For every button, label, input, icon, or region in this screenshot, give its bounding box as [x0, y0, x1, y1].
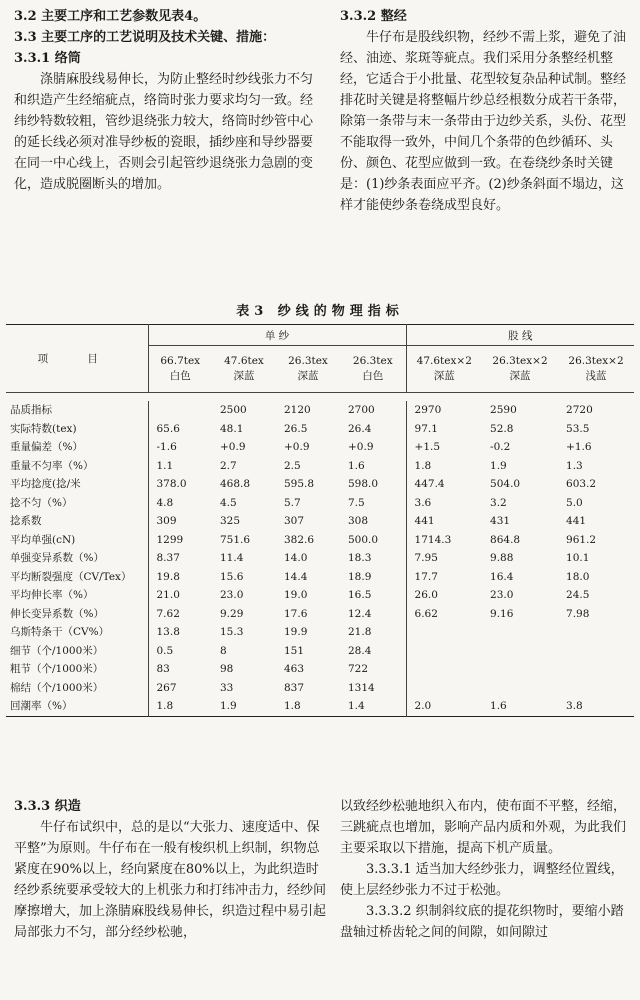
row-label: 品质指标: [6, 401, 148, 420]
table-row: [6, 475, 634, 494]
table-cell: 2700: [340, 401, 406, 420]
paragraph-3-3-3-2: 3.3.3.2 织制斜纹底的提花织物时，要缩小踏盘轴过桥齿轮之间的间隙，如间隙过: [340, 904, 624, 940]
column-spec: 26.3tex×2: [492, 355, 548, 367]
row-label: 捻不匀（%）: [6, 494, 148, 513]
table-row: [6, 512, 634, 531]
table-cell: 18.3: [340, 549, 406, 568]
table-cell: 751.6: [220, 533, 251, 546]
table-cell: -1.6: [156, 441, 177, 453]
table-cell: 17.6: [284, 607, 308, 620]
table-cell: 10.1: [566, 552, 590, 564]
column-color: 深蓝: [233, 370, 255, 382]
row-label: 平均捻度(捻/米: [6, 475, 148, 494]
table-cell: 33: [220, 681, 234, 694]
table-row: [6, 531, 634, 550]
table-cell: 2500: [220, 404, 247, 416]
table-cell: 1.3: [566, 459, 583, 472]
table-cell: 961.2: [566, 533, 597, 546]
table-cell: 382.6: [284, 533, 315, 546]
table-cell: 8.37: [156, 552, 180, 564]
paragraph-3-3-2: 牛仔布是股线织物，经纱不需上浆，避免了油经、油迹、浆斑等疵点。我们采用分条整经机整经，它适合于小批量、花型较复杂品种试制。整经排花时关键是将整幅片纱总经根数分成若干条带，除第一条带与末一条带由于边纱关系，头份、花型不能取得一致外，中间几个条带的色纱循环、头份、颜色、花型应做到一致。在卷绕纱条时关键是：(1)纱条表面应平齐。(2)纱条斜面不塌边，这样才能使纱条卷绕成型良好。: [340, 30, 627, 213]
table-row: [6, 679, 634, 698]
table-cell: -0.2: [490, 441, 511, 453]
table-cell: 9.16: [490, 607, 514, 620]
column-header: [340, 346, 406, 393]
table-cell: 1.8: [414, 459, 432, 472]
table-cell: 3.6: [414, 496, 432, 509]
table-row: [6, 642, 634, 661]
row-label: 平均伸长率（%）: [6, 586, 148, 605]
table-cell: 837: [284, 681, 305, 694]
table-cell: [482, 660, 558, 679]
table-cell: 13.8: [156, 626, 180, 638]
table-cell: +1.5: [414, 441, 441, 453]
table-cell: 6.62: [414, 607, 438, 620]
table-cell: 7.62: [156, 607, 180, 620]
paragraph-continued: 以致经纱松驰地织入布内，使布面不平整，经缩，三跳疵点也增加，影响产品内质和外观，为此我们主要采取以下措施，提高下机产质量。: [340, 799, 627, 856]
table-title: 表3 纱线的物理指标: [236, 304, 404, 319]
table-cell: 308: [340, 512, 406, 531]
table-cell: 2120: [284, 404, 311, 416]
table-cell: [406, 679, 482, 698]
table-cell: 19.0: [284, 589, 308, 601]
table-cell: 11.4: [220, 552, 244, 564]
column-spec: 26.3tex: [288, 355, 328, 367]
table-cell: 4.5: [220, 496, 237, 509]
table-cell: 23.0: [490, 589, 514, 601]
heading-3-3-3: 3.3.3 织造: [14, 799, 81, 814]
table-cell: [558, 660, 634, 679]
table-cell: 15.6: [220, 570, 244, 583]
table-cell: 4.8: [156, 496, 174, 509]
bottom-left-column: [14, 796, 326, 943]
row-label: 回潮率（%）: [6, 697, 148, 716]
table-cell: [406, 623, 482, 642]
row-label: 细节（个/1000米）: [6, 642, 148, 661]
table-cell: 447.4: [414, 478, 445, 490]
row-label: 伸长变异系数（%）: [6, 605, 148, 624]
table-cell: 2970: [414, 404, 442, 416]
table-cell: 2590: [490, 404, 517, 416]
table-row: [6, 660, 634, 679]
table-cell: 23.0: [220, 589, 244, 601]
column-spec: 66.7tex: [160, 355, 201, 367]
row-label: 重量不匀率（%）: [6, 457, 148, 476]
table-row: [6, 438, 634, 457]
table-cell: 18.0: [566, 570, 590, 583]
table-cell: 21.8: [340, 623, 406, 642]
table-cell: 65.6: [156, 422, 180, 435]
paragraph-3-3-1: 涤腈麻股线易伸长，为防止整经时纱线张力不匀和织造产生经缩疵点，络筒时张力要求均匀一致。经纬纱特数较粗，管纱退绕张力较大，络筒时纱管中心的延长线必须对准导纱板的瓷眼，插纱座和导纱器要在同一中心线上，否则会引起管纱退绕张力急剧的变化，造成脱圈断头的增加。: [14, 72, 314, 192]
table-cell: [558, 642, 634, 661]
table-cell: 48.1: [220, 422, 244, 435]
table-row: [6, 549, 634, 568]
table-cell: 1.9: [220, 700, 237, 712]
table-cell: 16.5: [340, 586, 406, 605]
table-cell: 1.8: [156, 700, 174, 712]
table-container: [6, 324, 634, 782]
table-cell: 26.0: [414, 589, 438, 601]
table-cell: 463: [284, 663, 305, 675]
top-left-column: [14, 6, 314, 195]
table-cell: 14.4: [284, 570, 308, 583]
table-cell: 1.9: [490, 459, 507, 472]
table-cell: 2.7: [220, 459, 237, 472]
table-row: [6, 697, 634, 716]
group-header-ply: 股 线: [406, 325, 634, 346]
table-cell: 598.0: [340, 475, 406, 494]
table-body: [6, 393, 634, 717]
row-label: 实际特数(tex): [6, 420, 148, 439]
column-color: 深蓝: [297, 370, 319, 382]
table-cell: 83: [156, 663, 170, 675]
table-cell: [406, 660, 482, 679]
section-3-2: 3.2 主要工序和工艺参数见表4。: [14, 9, 207, 24]
table-cell: 431: [490, 515, 511, 527]
table-cell: 26.5: [284, 422, 308, 435]
table-cell: 8: [220, 644, 227, 657]
table-cell: 325: [220, 515, 241, 527]
column-spec: 47.6tex×2: [416, 355, 472, 367]
table-cell: 1314: [340, 679, 406, 698]
table-row: [6, 605, 634, 624]
table-cell: 1.1: [156, 459, 174, 472]
table-cell: 9.29: [220, 607, 244, 620]
column-color: 浅蓝: [585, 370, 607, 382]
table-cell: [406, 642, 482, 661]
table-cell: 12.4: [340, 605, 406, 624]
table-row: [6, 457, 634, 476]
paragraph-3-3-3: 牛仔布试织中，总的是以“大张力、速度适中、保平整”为原则。牛仔布在一般有梭织机上织制，织物总紧度在90%以上，经向紧度在80%以上，为此织造时经纱系统要承受较大的上机张力和打纬冲击力，经纱间摩擦增大，加上涤腈麻股线易伸长，织造过程中易引起局部张力不匀，部分经纱松驰，: [14, 820, 327, 940]
table-cell: 19.9: [284, 626, 308, 638]
heading-3-3-1: 3.3.1 络筒: [14, 51, 81, 66]
table-cell: 1.6: [340, 457, 406, 476]
table-cell: [558, 679, 634, 698]
table-cell: 15.3: [220, 626, 244, 638]
column-color: 深蓝: [433, 370, 455, 382]
table-cell: 26.4: [340, 420, 406, 439]
table-cell: 1.8: [284, 700, 301, 712]
column-spec: 26.3tex×2: [568, 355, 624, 367]
column-header: [276, 346, 340, 393]
column-header: [406, 346, 482, 393]
column-spec: 47.6tex: [224, 355, 264, 367]
table-cell: 504.0: [490, 478, 521, 490]
table-cell: 378.0: [156, 478, 187, 490]
table-corner-header: 项 目: [6, 325, 148, 393]
table-cell: 14.0: [284, 552, 308, 564]
table-cell: 2.5: [284, 459, 301, 472]
table-cell: 7.5: [340, 494, 406, 513]
row-label: 平均单强(cN): [6, 531, 148, 550]
table-cell: +0.9: [340, 438, 406, 457]
table-cell: 441: [566, 515, 587, 527]
heading-3-3-2: 3.3.2 整经: [340, 9, 407, 24]
table-cell: 267: [156, 681, 177, 694]
table-cell: [558, 623, 634, 642]
table-cell: 151: [284, 644, 305, 657]
table-cell: 2.0: [414, 700, 432, 712]
table-cell: [482, 623, 558, 642]
table-cell: 53.5: [566, 422, 590, 435]
top-right-column: [340, 6, 630, 216]
paragraph-3-3-3-1: 3.3.3.1 适当加大经纱张力，调整经位置线，使上层经纱张力不过于松弛。: [340, 862, 624, 898]
table-cell: 9.88: [490, 552, 514, 564]
table-cell: [482, 642, 558, 661]
column-header: [558, 346, 634, 393]
table-cell: [482, 679, 558, 698]
table-row: [6, 568, 634, 587]
table-cell: 3.8: [566, 700, 583, 712]
table-cell: 468.8: [220, 478, 251, 490]
table-row: [6, 401, 634, 420]
table-row: [6, 494, 634, 513]
section-3-3: 3.3 主要工序的工艺说明及技术关键、措施：: [14, 30, 276, 45]
column-header: [148, 346, 212, 393]
row-label: 乌斯特条干（CV%）: [6, 623, 148, 642]
column-header: [212, 346, 276, 393]
table-cell: 21.0: [156, 589, 180, 601]
table-cell: 603.2: [566, 478, 597, 490]
column-spec: 26.3tex: [352, 355, 393, 367]
table-cell: 7.95: [414, 552, 438, 564]
row-label: 粗节（个/1000米）: [6, 660, 148, 679]
table-row: [6, 586, 634, 605]
table-cell: [148, 401, 212, 420]
column-color: 深蓝: [509, 370, 531, 382]
table-cell: 18.9: [340, 568, 406, 587]
table-cell: 98: [220, 663, 234, 675]
bottom-right-column: [340, 796, 630, 943]
table-cell: 1.6: [490, 700, 507, 712]
row-label: 重量偏差（%）: [6, 438, 148, 457]
table-cell: +0.9: [284, 441, 310, 453]
table-cell: 28.4: [340, 642, 406, 661]
table-cell: 864.8: [490, 533, 521, 546]
table-cell: 19.8: [156, 570, 180, 583]
table-cell: 1299: [156, 533, 184, 546]
table-cell: 5.0: [566, 496, 583, 509]
table-cell: 24.5: [566, 589, 590, 601]
table-row: [6, 623, 634, 642]
table-row: [6, 420, 634, 439]
table-cell: 52.8: [490, 422, 514, 435]
row-label: 捻系数: [6, 512, 148, 531]
table-cell: 3.2: [490, 496, 507, 509]
yarn-properties-table: [6, 324, 634, 717]
table-cell: +1.6: [566, 441, 592, 453]
table-cell: 7.98: [566, 607, 590, 620]
table-cell: 5.7: [284, 496, 301, 509]
table-cell: 722: [340, 660, 406, 679]
row-label: 棉结（个/1000米）: [6, 679, 148, 698]
column-color: 白色: [169, 370, 191, 382]
table-cell: 595.8: [284, 478, 315, 490]
table-cell: 307: [284, 515, 305, 527]
column-color: 白色: [362, 370, 384, 382]
table-cell: 16.4: [490, 570, 514, 583]
row-label: 平均断裂强度（CV/Tex）: [6, 568, 148, 587]
column-header: [482, 346, 558, 393]
table-cell: 0.5: [156, 644, 174, 657]
table-cell: 17.7: [414, 570, 438, 583]
table-cell: 309: [156, 515, 177, 527]
table-cell: 500.0: [340, 531, 406, 550]
table-cell: 2720: [566, 404, 593, 416]
row-label: 单强变异系数（%）: [6, 549, 148, 568]
table-cell: 1714.3: [414, 533, 452, 546]
table-cell: 97.1: [414, 422, 438, 435]
table-cell: +0.9: [220, 441, 246, 453]
table-cell: 441: [414, 515, 435, 527]
group-header-single: 单 纱: [148, 325, 406, 346]
table-cell: 1.4: [340, 697, 406, 716]
